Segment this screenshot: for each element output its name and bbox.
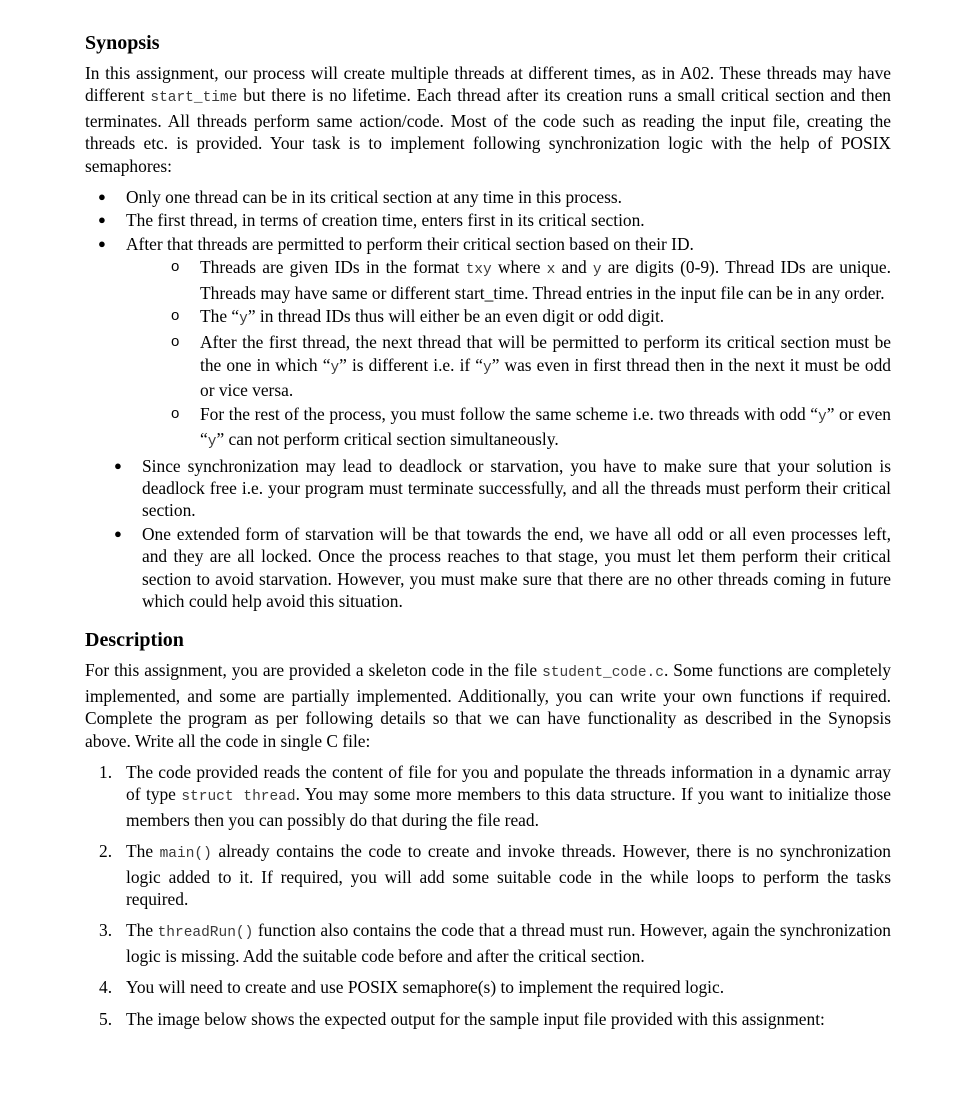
item-text: . You may some more members to this data structure. If you want to initialize those members then you can possibly do that during the file read. — [126, 784, 891, 830]
inline-code: y — [483, 359, 492, 376]
bullet-icon: ● — [114, 457, 122, 473]
sub-item-text: The “ — [200, 306, 240, 327]
list-item-text: Only one thread can be in its critical section at any time in this process. — [126, 187, 622, 208]
description-intro — [85, 659, 891, 752]
list-item — [85, 455, 891, 522]
inline-code: txy — [465, 262, 492, 279]
numbered-item — [85, 761, 891, 831]
item-number: 4. — [99, 977, 113, 998]
description-numbered-list — [85, 761, 891, 1030]
inline-code: y — [330, 359, 340, 376]
sub-item-text: are digits (0-9). Thread IDs are unique. Threads may have same or different start_time. Thread entries in the input file can be in any order. — [200, 257, 891, 303]
inline-code-start-time: start_time — [150, 90, 238, 107]
sub-item-text: where — [491, 257, 547, 278]
synopsis-intro-text-2: but there is no lifetime. Each thread after its creation runs a small critical section and then terminates. All threads perform same action/code. Most of the code such as reading the input file, creating the threads etc. is provided. Your task is to implement following synchronization logic with the help of POSIX semaphores: — [85, 85, 892, 176]
item-number: 2. — [99, 841, 113, 862]
inline-code-filename: student_code.c — [542, 665, 664, 682]
item-text: The — [126, 841, 160, 862]
synopsis-sub-list — [85, 256, 891, 453]
bullet-icon: ● — [98, 212, 106, 228]
sub-item-text: After the first thread, the next thread that will be permitted to perform its critical section must be the one in which “ — [200, 332, 891, 375]
list-item-text: Since synchronization may lead to deadlock or starvation, you have to make sure that your solution is deadlock free i.e. your program must terminate successfully, and all the threads must perform their critical section. — [142, 455, 891, 521]
sub-item-text: and — [555, 257, 593, 278]
item-number: 3. — [99, 920, 113, 941]
inline-code: y — [592, 262, 602, 279]
sub-item-text: ” in thread IDs thus will either be an even digit or odd digit. — [247, 306, 665, 327]
inline-code: y — [818, 408, 827, 425]
sub-item-text: ” or even “ — [200, 403, 891, 450]
sub-bullet-icon: o — [171, 307, 180, 325]
inline-code: x — [546, 262, 556, 279]
inline-code: threadRun() — [157, 925, 254, 942]
description-intro-text-2: . Some functions are completely implemented, and some are partially implemented. Additionally, you can write your own functions if required. Complete the program as per following details so that we can have functionality as described in the Synopsis above. Write all the code in single C file: — [85, 660, 891, 751]
inline-code: y — [207, 434, 217, 451]
item-text: already contains the code to create and invoke threads. However, there is no synchronization logic added to it. If required, you will add some suitable code in the while loops to perform the tasks required. — [126, 841, 891, 909]
synopsis-intro-text: In this assignment, our process will create multiple threads at different times, as in A02. These threads may have different — [85, 63, 891, 106]
numbered-item — [85, 976, 891, 998]
list-item-text: After that threads are permitted to perform their critical section based on their ID. — [126, 233, 694, 254]
item-number: 1. — [99, 761, 113, 782]
sub-list-item — [85, 256, 891, 304]
list-item — [85, 523, 891, 613]
inline-code: struct thread — [181, 789, 296, 806]
bullet-icon: ● — [98, 235, 106, 251]
synopsis-bullet-list-2 — [85, 455, 891, 613]
item-number: 5. — [99, 1008, 113, 1029]
list-item — [85, 209, 891, 231]
list-item — [85, 233, 891, 255]
list-item — [85, 186, 891, 208]
sub-list-item — [85, 305, 891, 330]
list-item-text: The first thread, in terms of creation time, enters first in its critical section. — [126, 210, 645, 231]
synopsis-heading: Synopsis — [85, 32, 160, 54]
sub-item-text: Threads are given IDs in the format — [200, 257, 466, 278]
sub-item-text: ” is different i.e. if “ — [339, 354, 484, 375]
synopsis-bullet-list — [85, 186, 891, 255]
sub-list-item — [85, 331, 891, 401]
bullet-icon: ● — [114, 525, 122, 541]
document-content — [85, 30, 891, 1030]
item-text: The code provided reads the content of file for you and populate the threads information in a dynamic array of type — [126, 761, 891, 805]
sub-bullet-icon: o — [171, 404, 180, 422]
sub-item-text: For the rest of the process, you must follow the same scheme i.e. two threads with odd “ — [200, 403, 819, 424]
description-heading: Description — [85, 629, 184, 652]
bullet-icon: ● — [98, 189, 106, 205]
inline-code: y — [239, 311, 248, 328]
synopsis-intro — [85, 62, 891, 177]
item-text: The image below shows the expected output for the sample input file provided with this assignment: — [126, 1008, 825, 1029]
item-text: function also contains the code that a thread must run. However, again the synchronization logic is missing. Add the suitable code before and after the critical section. — [126, 920, 891, 966]
numbered-item — [85, 840, 891, 910]
item-text: You will need to create and use POSIX semaphore(s) to implement the required logic. — [126, 977, 725, 998]
description-intro-text: For this assignment, you are provided a skeleton code in the file — [85, 660, 543, 681]
sub-bullet-icon: o — [171, 258, 180, 276]
list-item-text: One extended form of starvation will be that towards the end, we have all odd or all even processes left, and they are all locked. Once the process reaches to that stage, you must let them perform their critical section to avoid starvation. However, you must make sure that there are no other threads coming in future which could help avoid this situation. — [142, 523, 891, 611]
sub-list-item — [85, 403, 891, 454]
numbered-item — [85, 919, 891, 967]
sub-item-text: ” was even in first thread then in the next it must be odd or vice versa. — [200, 354, 892, 401]
sub-item-text: ” can not perform critical section simultaneously. — [216, 429, 559, 450]
inline-code: main() — [159, 846, 212, 863]
numbered-item — [85, 1008, 891, 1030]
sub-bullet-icon: o — [171, 333, 180, 351]
item-text: The — [126, 920, 158, 941]
